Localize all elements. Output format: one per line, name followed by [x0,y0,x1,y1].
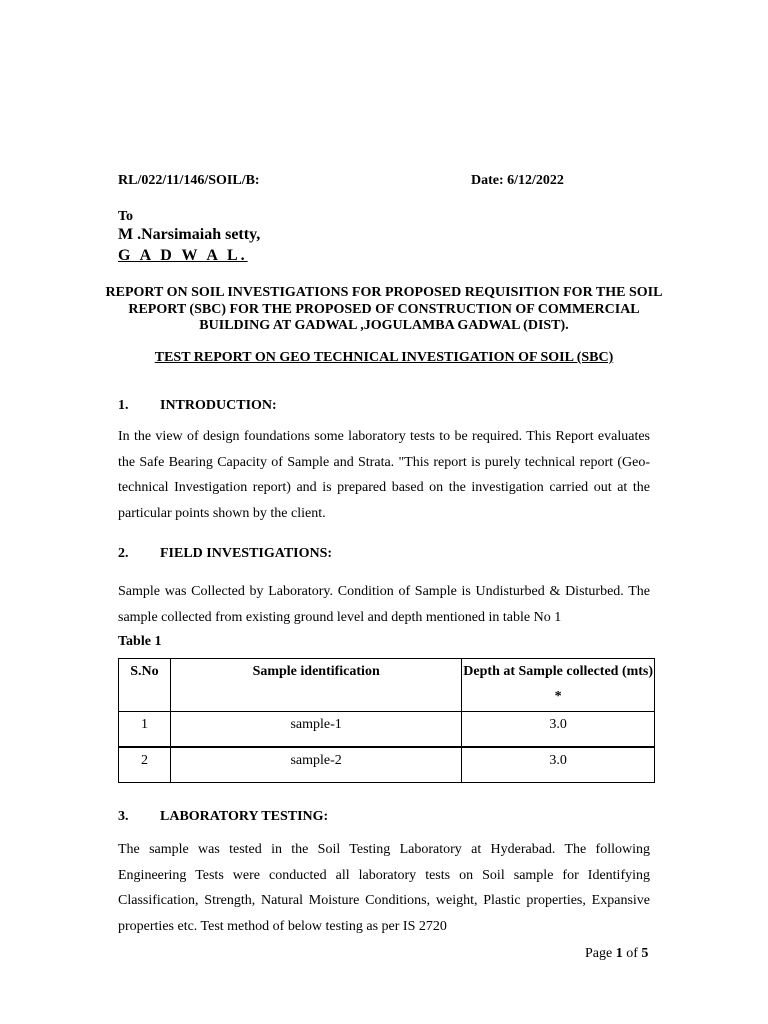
page-prefix: Page [585,946,616,961]
column-header-depth: Depth at Sample collected (mts) * [462,659,655,712]
section-title: FIELD INVESTIGATIONS: [160,546,333,561]
page-number [585,946,648,962]
test-report-title: TEST REPORT ON GEO TECHNICAL INVESTIGATION OF SOIL (SBC) [154,350,614,365]
page-current: 1 [615,946,623,961]
section-heading-laboratory-testing [118,809,328,825]
field-investigations-paragraph: Sample was Collected by Laboratory. Condition of Sample is Undisturbed & Disturbed. The sample collected from existing ground level and depth mentioned in table No 1 [118,584,650,625]
column-header-sample-identification: Sample identification [170,659,461,712]
reference-number: RL/022/11/146/SOIL/B: [118,173,260,188]
page-of: of [622,946,642,961]
laboratory-testing-paragraph: The sample was tested in the Soil Testing Laboratory at Hyderabad. The following Engineering Tests were conducted all laboratory tests on Soil sample for Identifying Classification, Strength, Natural Moisture Conditions, weight, Plastic properties, Expansive properties etc. Test method of below testing as per IS 2720 [118,842,650,934]
section-heading-introduction [118,398,277,414]
table-header-row [119,659,655,712]
recipient-city: G A D W A L. [118,247,248,264]
table-label: Table 1 [118,634,162,649]
table-cell: 2 [119,747,171,783]
to-label: To [118,209,134,224]
section-number: 2. [118,546,129,561]
recipient-name: M .Narsimaiah setty, [118,226,261,243]
table-cell: 3.0 [462,747,655,783]
section-heading-field-investigations [118,546,332,562]
table-cell: sample-1 [170,712,461,748]
table-cell: sample-2 [170,747,461,783]
table-row [119,747,655,783]
section-number: 3. [118,809,129,824]
introduction-paragraph: In the view of design foundations some laboratory tests to be required. This Report evaluates the Safe Bearing Capacity of Sample and Strata. "This report is purely technical report (Geo-technical Investigation report) and is prepared based on the investigation carried out at the particular points shown by the client. [118,429,650,521]
section-number: 1. [118,398,129,413]
section-title: INTRODUCTION: [160,398,277,413]
table-row [119,712,655,748]
column-header-sno: S.No [119,659,171,712]
page-total: 5 [641,946,649,961]
section-title: LABORATORY TESTING: [160,809,329,824]
report-date: Date: 6/12/2022 [471,173,564,188]
sample-table [118,658,655,783]
table-cell: 3.0 [462,712,655,748]
report-title: REPORT ON SOIL INVESTIGATIONS FOR PROPOSED REQUISITION FOR THE SOIL REPORT (SBC) FOR THE PROPOSED OF CONSTRUCTION OF COMMERCIAL BUILDING AT GADWAL ,JOGULAMBA GADWAL (DIST). [105,285,663,333]
table-cell: 1 [119,712,171,748]
